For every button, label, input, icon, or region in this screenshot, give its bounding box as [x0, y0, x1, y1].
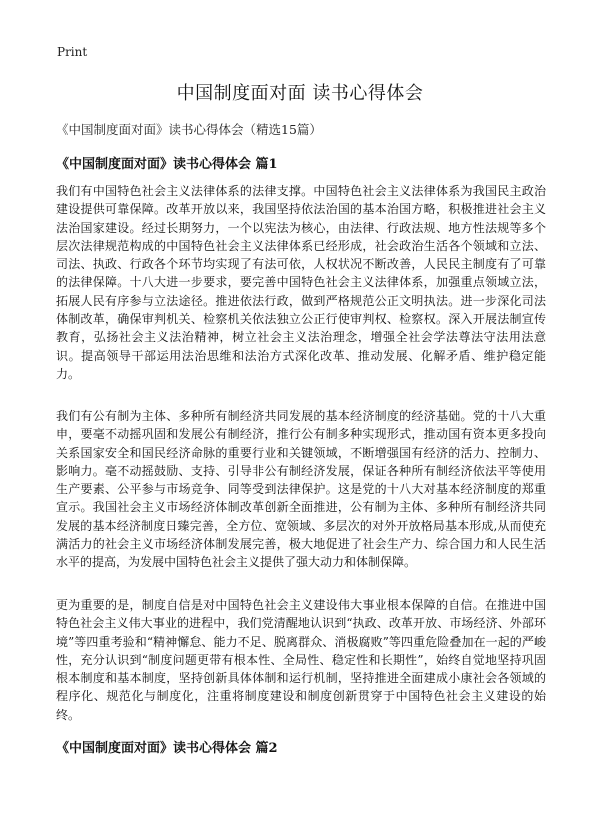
- section-heading-2: 《中国制度面对面》读书心得体会 篇2: [56, 741, 278, 756]
- print-link[interactable]: Print: [57, 45, 88, 59]
- section-1-paragraph-3: 更为重要的是，制度自信是对中国特色社会主义建设伟大事业根本保障的自信。在推进中国特色社会主义伟大事业的进程中，我们党清醒地认识到“执政、改革开放、市场经济、外部环境”等四重考验和“精神懈怠、能力不足、脱离群众、消极腐败”等四重危险叠加在一起的严峻性，充分认识到“制度问题更带有根本性、全局性、稳定性和长期性”，始终自觉地坚持巩固根本制度和基本制度，坚持创新具体体制和运行机制，坚持推进全面建成小康社会各领域的程序化、规范化与制度化，注重将制度建设和制度创新贯穿于中国特色社会主义建设的始终。: [56, 598, 546, 722]
- section-1-paragraph-1: 我们有中国特色社会主义法律体系的法律支撑。中国特色社会主义法律体系为我国民主政治建设提供可靠保障。改革开放以来，我国坚持依法治国的基本治国方略，积极推进社会主义法治国家建设。经过长期努力，一个以宪法为核心，由法律、行政法规、地方性法规等多个层次法律规范构成的中国特色社会主义法律体系已经形成，社会政治生活各个领域和立法、司法、执政、行政各个环节均实现了有法可依，人权状况不断改善，人民民主制度有了可靠的法律保障。十八大进一步要求，要完善中国特色社会主义法律体系，加强重点领域立法，拓展人民有序参与立法途径。推进依法行政，做到严格规范公正文明执法。进一步深化司法体制改革，确保审判机关、检察机关依法独立公正行使审判权、检察权。深入开展法制宣传教育，弘扬社会主义法治精神，树立社会主义法治理念，增强全社会学法尊法守法用法意识。提高领导干部运用法治思维和法治方式深化改革、推动发展、化解矛盾、维护稳定能力。: [56, 184, 546, 381]
- document-subtitle: 《中国制度面对面》读书心得体会（精选15篇）: [56, 122, 322, 137]
- section-1-paragraph-2: 我们有公有制为主体、多种所有制经济共同发展的基本经济制度的经济基础。党的十八大重申，要毫不动摇巩固和发展公有制经济，推行公有制多种实现形式，推动国有资本更多投向关系国家安全和国民经济命脉的重要行业和关键领域，不断增强国有经济的活力、控制力、影响力。毫不动摇鼓励、支持、引导非公有制经济发展，保证各种所有制经济依法平等使用生产要素、公平参与市场竞争、同等受到法律保护。这是党的十八大对基本经济制度的郑重宣示。我国社会主义市场经济体制改革创新全面推进，公有制为主体、多种所有制经济共同发展的基本经济制度日臻完善，全方位、宽领域、多层次的对外开放格局基本形成,从而使充满活力的社会主义市场经济体制发展完善，极大地促进了社会生产力、综合国力和人民生活水平的提高，为发展中国特色社会主义提供了强大动力和体制保障。: [56, 409, 546, 570]
- section-heading-1: 《中国制度面对面》读书心得体会 篇1: [56, 157, 278, 172]
- page-title: 中国制度面对面 读书心得体会: [176, 83, 424, 104]
